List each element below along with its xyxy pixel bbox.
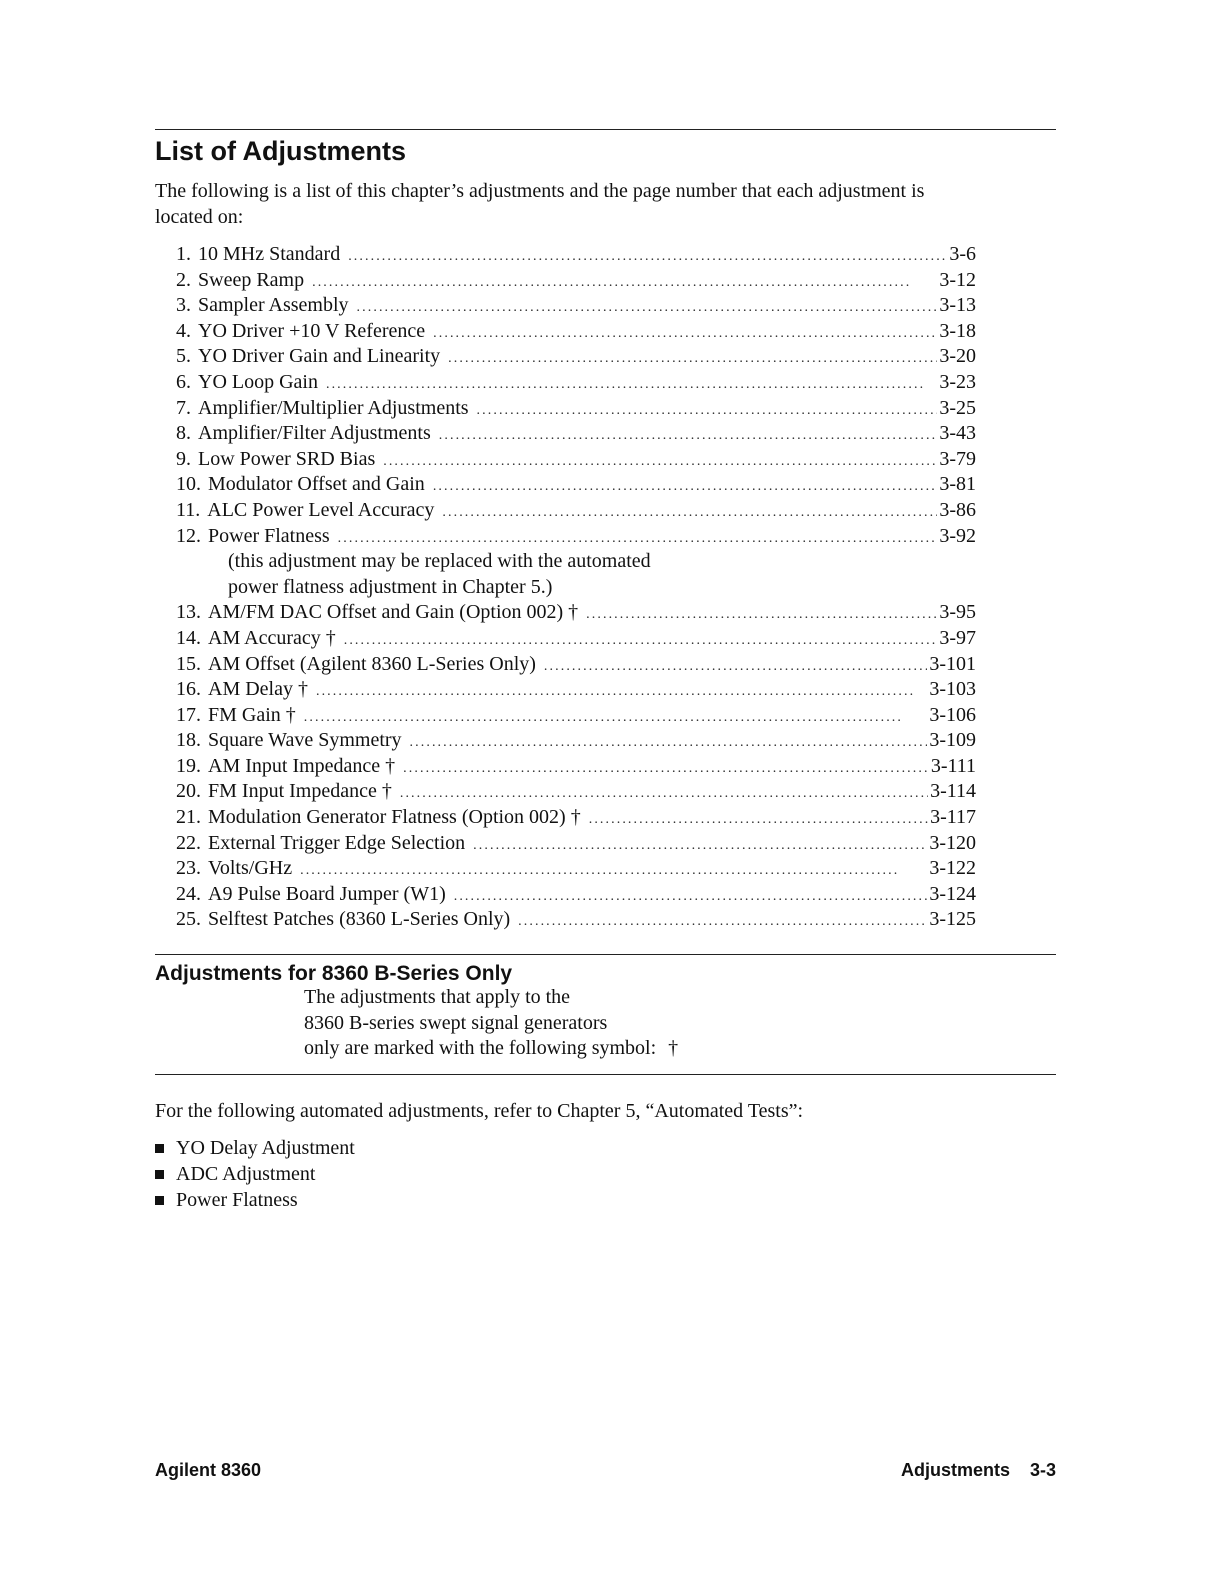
toc-entry [176,779,976,805]
toc-entry-page: 3-23 [939,370,976,393]
toc-leader-dots [403,754,929,780]
toc-leader-dots [338,524,938,550]
toc-leader-dots [316,677,927,703]
adjustments-list [176,242,976,933]
toc-entry [176,319,976,345]
toc-entry-title: FM Input Impedance † [208,780,392,803]
toc-entry [176,472,976,498]
toc-leader-dots [473,831,927,857]
toc-entry [176,344,976,370]
footer-section: Adjustments [900,1460,1010,1480]
toc-leader-dots [544,652,927,678]
bseries-heading: Adjustments for 8360 B-Series Only [155,962,513,985]
toc-entry-page: 3-81 [939,473,976,496]
toc-entry-number: 7. [176,396,191,419]
toc-entry [176,703,976,729]
toc-entry-page: 3-86 [939,498,976,521]
toc-entry-note: power flatness adjustment in Chapter 5.) [228,575,553,598]
toc-entry-title: AM Delay † [208,678,308,701]
toc-entry-title: Sweep Ramp [198,268,305,291]
toc-entry-number: 5. [176,345,191,368]
intro-paragraph: The following is a list of this chapter’s adjustments and the page number that each adjustment is located on: [155,180,925,228]
toc-leader-dots [589,805,928,831]
bullet-square-icon [155,1170,164,1179]
toc-leader-dots [312,268,937,294]
toc-entry-title: Amplifier/Multiplier Adjustments [198,396,469,419]
toc-entry-title: Modulator Offset and Gain [208,473,425,496]
toc-entry-number: 6. [176,370,191,393]
toc-entry-number: 3. [176,294,191,317]
toc-leader-dots [326,370,937,396]
toc-entry-title: Low Power SRD Bias [198,447,376,470]
toc-entry [176,600,976,626]
toc-entry-title: Amplifier/Filter Adjustments [198,422,431,445]
toc-entry-title: YO Driver Gain and Linearity [198,345,441,368]
toc-entry-number: 11. [176,498,201,521]
toc-entry-page: 3-101 [929,652,976,675]
toc-leader-dots [410,728,928,754]
toc-leader-dots [454,882,928,908]
bseries-note-line-1: The adjustments that apply to the [304,986,571,1008]
toc-entry-page: 3-6 [949,243,976,265]
toc-entry-page: 3-109 [929,729,976,752]
toc-entry-number: 13. [176,601,201,624]
toc-entry-number: 23. [176,857,201,880]
page-title: List of Adjustments [155,136,407,166]
toc-entry-page: 3-106 [929,703,976,726]
toc-entry [176,242,976,268]
bseries-note-line-3 [304,1036,824,1062]
toc-entry-number: 15. [176,652,201,675]
dagger-symbol: † [668,1037,679,1060]
toc-entry [176,805,976,831]
toc-entry [176,677,976,703]
toc-entry [176,907,976,933]
toc-entry-page: 3-25 [939,396,976,419]
footer-page-number: 3-3 [1029,1460,1056,1480]
toc-entry-title: Selftest Patches (8360 L-Series Only) [208,908,511,931]
toc-leader-dots [304,703,928,729]
toc-entry-title: AM/FM DAC Offset and Gain (Option 002) † [208,601,579,624]
toc-leader-dots [439,421,938,447]
toc-entry [176,626,976,652]
toc-entry-title: A9 Pulse Board Jumper (W1) [208,882,446,905]
toc-leader-dots [348,242,947,268]
toc-entry-number: 18. [176,729,201,752]
toc-entry-title: ALC Power Level Accuracy [207,498,435,521]
toc-leader-dots [433,319,937,345]
bseries-note-line-2: 8360 B-series swept signal generators [304,1011,608,1034]
toc-entry-page: 3-103 [929,678,976,701]
toc-entry-number: 20. [176,780,201,803]
toc-entry [176,856,976,882]
toc-entry-title: AM Input Impedance † [208,754,396,777]
toc-entry-title: Power Flatness [208,524,330,547]
toc-entry-page: 3-18 [939,319,976,342]
toc-entry-title: External Trigger Edge Selection [208,831,466,854]
toc-entry [176,268,976,294]
list-item-text: ADC Adjustment [176,1162,316,1185]
toc-entry-number: 10. [176,473,201,496]
toc-entry [176,447,976,473]
bseries-note-line-3-text: only are marked with the following symbol: [304,1037,657,1060]
toc-entry-title: Volts/GHz [208,857,293,880]
toc-leader-dots [586,600,937,626]
toc-entry-title: YO Loop Gain [198,370,318,393]
toc-entry-page: 3-120 [929,831,976,854]
toc-entry-page: 3-92 [939,524,976,547]
toc-leader-dots [383,447,937,473]
box-bottom-rule [155,1074,1056,1075]
toc-entry-number: 21. [176,806,201,829]
toc-entry-title: Modulation Generator Flatness (Option 002) † [208,806,581,829]
toc-entry-page: 3-114 [930,780,976,803]
toc-entry [176,831,976,857]
toc-entry [176,370,976,396]
automated-intro: For the following automated adjustments, refer to Chapter 5, “Automated Tests”: [155,1100,804,1122]
toc-entry-number: 17. [176,703,201,726]
toc-entry-title: FM Gain † [208,703,296,726]
toc-entry-number: 12. [176,524,201,547]
toc-entry [176,882,976,908]
toc-entry-title: 10 MHz Standard [198,243,341,265]
toc-entry-title: Sampler Assembly [198,294,349,317]
toc-entry-number: 4. [176,319,191,342]
top-rule [155,129,1056,130]
toc-entry-page: 3-97 [939,626,976,649]
toc-entry-number: 9. [176,447,191,470]
automated-list [155,1136,355,1213]
toc-entry-number: 2. [176,268,191,291]
toc-entry-page: 3-13 [939,294,976,317]
toc-entry-page: 3-12 [939,268,976,291]
toc-entry [176,652,976,678]
toc-entry [176,421,976,447]
toc-entry-number: 25. [176,908,201,931]
toc-entry-page: 3-20 [939,345,976,368]
list-item [155,1188,355,1214]
bullet-square-icon [155,1144,164,1153]
footer-page-ref [901,1458,1056,1482]
box-top-rule [155,954,1056,955]
toc-entry-number: 8. [176,422,191,445]
toc-entry-number: 19. [176,754,201,777]
list-item [155,1162,355,1188]
toc-entry-page: 3-124 [929,882,976,905]
toc-entry [176,396,976,422]
toc-entry-title: Square Wave Symmetry [208,729,402,752]
toc-entry-title: AM Accuracy † [208,626,336,649]
toc-entry-page: 3-122 [929,857,976,880]
toc-leader-dots [357,293,938,319]
toc-entry [176,524,976,550]
toc-entry-number: 22. [176,831,201,854]
toc-leader-dots [518,907,927,933]
toc-entry-page: 3-95 [939,601,976,624]
toc-entry-page: 3-79 [939,447,976,470]
toc-entry-page: 3-125 [929,908,976,931]
bseries-note [304,985,824,1062]
footer-product: Agilent 8360 [155,1460,262,1480]
toc-leader-dots [400,779,928,805]
toc-leader-dots [448,344,937,370]
list-item-text: YO Delay Adjustment [176,1137,355,1159]
list-item-text: Power Flatness [176,1188,298,1211]
toc-leader-dots [442,498,937,524]
list-item [155,1136,355,1162]
toc-entry [176,728,976,754]
bullet-square-icon [155,1196,164,1205]
toc-leader-dots [477,396,938,422]
toc-entry-note: (this adjustment may be replaced with the automated [228,550,651,573]
toc-entry [176,498,976,524]
toc-leader-dots [433,472,938,498]
toc-entry-page: 3-117 [930,806,976,829]
toc-entry-page: 3-43 [939,422,976,445]
toc-entry-title: YO Driver +10 V Reference [198,319,426,342]
toc-entry-title: AM Offset (Agilent 8360 L-Series Only) [208,652,536,675]
toc-entry-number: 24. [176,882,201,905]
toc-entry [176,293,976,319]
toc-entry-number: 1. [176,243,191,265]
toc-entry [176,754,976,780]
toc-entry-number: 14. [176,626,201,649]
toc-leader-dots [300,856,927,882]
toc-entry-number: 16. [176,678,201,701]
toc-leader-dots [344,626,938,652]
toc-entry-page: 3-111 [930,754,976,777]
